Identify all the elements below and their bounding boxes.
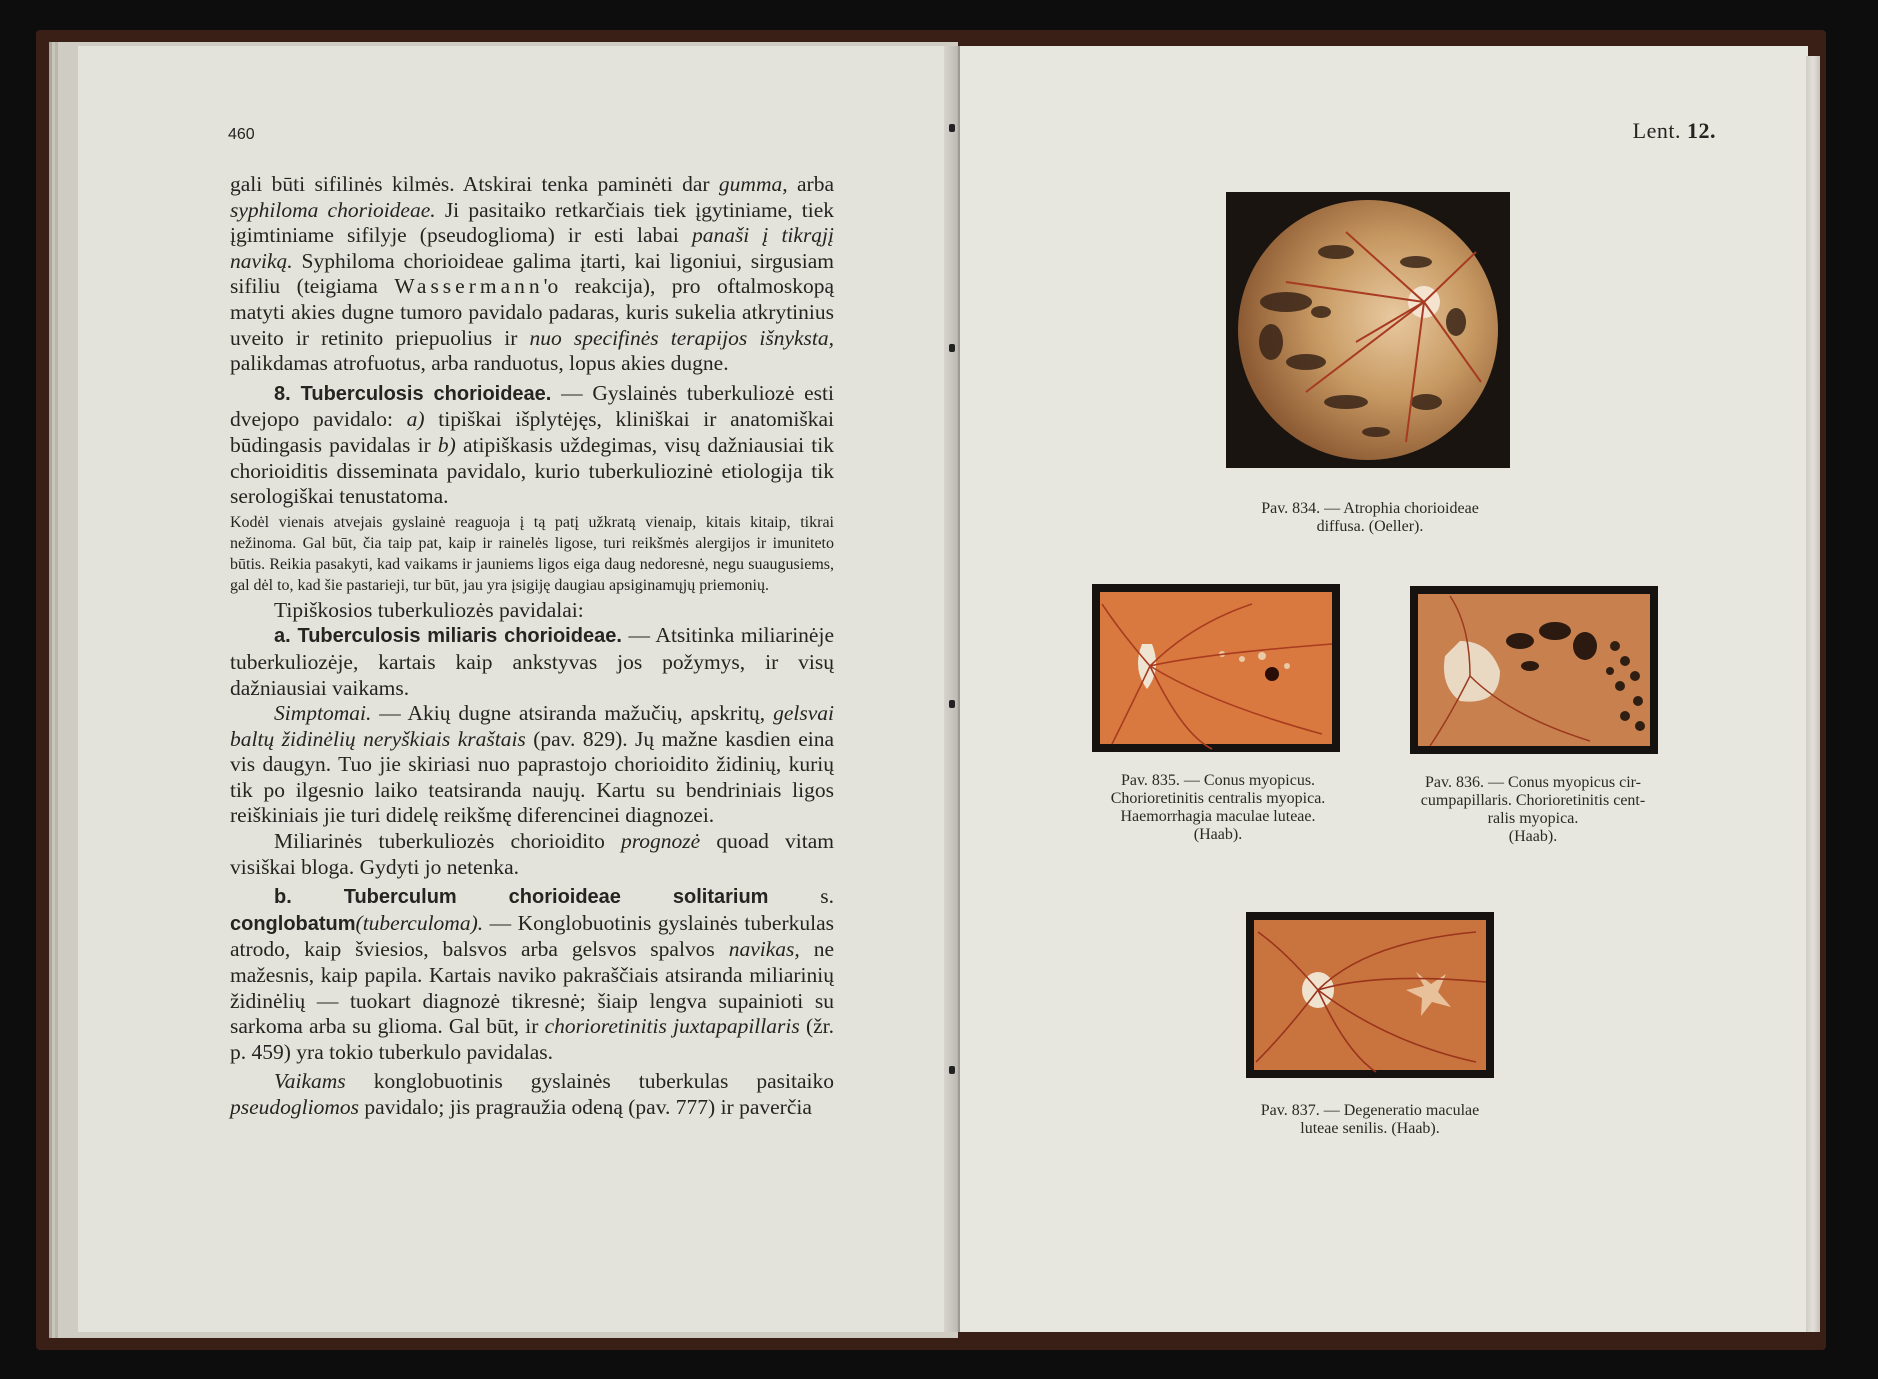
paragraph-tuberculosis: 8. Tuberculosis chorioideae. — Gyslainės tuberkuliozė esti dvejopo pavidalo: a) tipiškai išplytėjęs, kliniškai ir anatomiškai būdingasis pavidalas ir b) atipiškasis uždegimas, visų dažniausiai tik chorioiditis disseminata pavidalo, kurio tuberkuliozinė etiologija tik serologiškai tenustatoma. (230, 380, 834, 509)
paragraph-forms: Tipiškosios tuberkuliozės pavidalai: (274, 597, 584, 622)
right-page (960, 46, 1808, 1332)
body-text (230, 172, 834, 1121)
page-number: 460 (228, 126, 255, 143)
left-page (78, 46, 955, 1332)
binding-hole (949, 1066, 955, 1074)
binding-hole (949, 700, 955, 708)
figure-837-image (1246, 912, 1494, 1078)
paragraph-prognosis: Miliarinės tuberkuliozės chorioidito prognozė quoad vitam visiškai bloga. Gydyti jo netenka. (230, 829, 834, 879)
section-heading: a. Tuberculosis miliaris chorioideae. (274, 625, 622, 648)
caption-836: Pav. 836. — Conus myopicus cir- cumpapillaris. Chorioretinitis cent- ralis myopica. (Haab). (1420, 774, 1646, 845)
binding-hole (949, 344, 955, 352)
caption-834: Pav. 834. — Atrophia chorioideae diffusa. (Oeller). (1261, 500, 1479, 535)
figure-836-image (1410, 586, 1658, 754)
plate-number: Lent. 12. (1632, 118, 1716, 143)
paragraph-symptoms: Simptomai. — Akių dugne atsiranda mažučių, apskritų, gelsvai baltų židinėlių neryškiais kraštais (pav. 829). Jų mažne kasdien eina vis daugyn. Tuo jie skiriasi nuo paprastojo chorioidito židinių, kurių tik po ilgesnio laiko teatsiranda naujų. Kartu su bendriniais ligos reiškiniais jie turi didelę reikšmę diferencinei diagnozei. (230, 701, 834, 828)
binding-hole (949, 124, 955, 132)
paragraph-miliaris: a. Tuberculosis miliaris chorioideae. — Atsitinka miliarinėje tuberkuliozėje, kartais kaip ankstyvas jos požymys, ir visų dažniausiai vaikams. (230, 623, 834, 700)
page-edge (1806, 56, 1820, 1332)
paragraph-tuberculum: b. Tuberculum chorioideae solitarium s. conglobatum(tuberculoma). — Konglobuotinis gyslainės tuberkulas atrodo, kaip šviesios, balsvos arba gelsvos spalvos navikas, ne mažesnis, kaip papila. Kartais naviko pakraščiais atsiranda miliarinių židinėlių — tuokart diagnozė tikresnė; šiaip lengva supainioti su sarkoma arba su glioma. Gal būt, ir chorioretinitis juxtapapillaris (žr. p. 459) yra tokio tuberkulo pavidalas. (230, 884, 834, 1064)
section-heading: 8. Tuberculosis chorioideae. (274, 382, 552, 405)
paragraph-syphiloma: gali būti sifilinės kilmės. Atskirai tenka paminėti dar gumma, arba syphiloma chorioideae. Ji pasitaiko retkarčiais tiek įgytiniame, tiek įgimtiniame sifilyje (pseudoglioma) ir esti labai panaši į tikrąjį naviką. Syphiloma chorioideae galima įtarti, kai ligoniui, sirgusiam sifiliu (teigiama Wassermann'o reakcija), pro oftalmoskopą matyti akies dugne tumoro pavidalo padaras, kuris sukelia atkrytinius uveito ir retinito priepuolius ir nuo specifinės terapijos išnyksta, palikdamas atrofuotus, arba randuotus, lopus akies dugne. (230, 172, 835, 376)
caption-835: Pav. 835. — Conus myopicus. Chorioretinitis centralis myopica. Haemorrhagia maculae luteae. (Haab). (1110, 772, 1326, 843)
section-heading: b. Tuberculum chorioideae solitarium (274, 886, 769, 909)
paragraph-children: Vaikams konglobuotinis gyslainės tuberkulas pasitaiko pseudogliomos pavidalo; jis pragraužia odeną (pav. 777) ir paverčia (230, 1069, 834, 1119)
figure-834-image (1226, 192, 1510, 468)
figure-835-image (1092, 584, 1340, 752)
paragraph-small-note: Kodėl vienais atvejais gyslainė reaguoja į tą patį užkratą vienaip, kitais kitaip, tikrai nežinoma. Gal būt, čia taip pat, kaip ir rainelės ligose, turi reikšmės alergijos ir imuniteto būtis. Reikia pasakyti, kad vaikams ir jauniems ligos eiga daug nedoresnė, negu suaugusiems, gal dėl to, kad šie pastarieji, tur būt, jau yra įsigiję daugiau apsiginamųjų priemonių. (230, 513, 834, 594)
caption-837: Pav. 837. — Degeneratio maculae luteae senilis. (Haab). (1260, 1102, 1480, 1137)
